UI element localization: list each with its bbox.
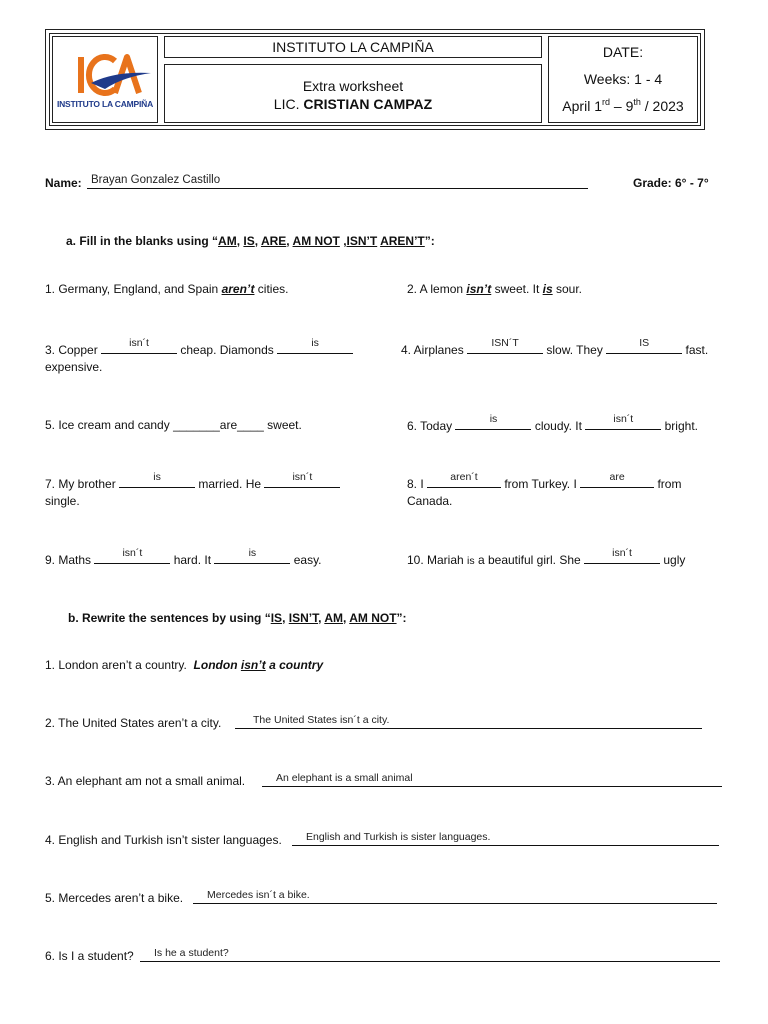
rewrite-3-answer[interactable]: An elephant is a small animal — [262, 774, 722, 787]
question-10: 10. Mariah is a beautiful girl. She isn´t ugly — [407, 547, 686, 567]
question-9: 9. Maths isn´t hard. It is easy. — [45, 547, 322, 567]
teacher-name: CRISTIAN CAMPAZ — [303, 96, 433, 112]
section-a-title: a. Fill in the blanks using “AM, IS, ARE, AM NOT ,ISN’T AREN’T”: — [66, 234, 435, 248]
question-2: 2. A lemon isn’t sweet. It is sour. — [407, 282, 582, 296]
answer-blank[interactable]: ISN´T — [467, 341, 543, 354]
rewrite-1: 1. London aren’t a country. London isn’t a country — [45, 658, 324, 672]
answer-blank[interactable]: is — [455, 417, 531, 430]
answer-blank[interactable]: isn´t — [101, 341, 177, 354]
answer-blank[interactable]: isn´t — [94, 551, 170, 564]
answer-blank[interactable]: IS — [606, 341, 682, 354]
rewrite-2-answer[interactable]: The United States isn´t a city. — [235, 716, 702, 729]
question-8: 8. I aren´t from Turkey. I are from — [407, 471, 682, 491]
worksheet-title: Extra worksheet — [302, 78, 404, 94]
date-box — [548, 36, 698, 123]
answer-blank[interactable]: aren´t — [427, 475, 501, 488]
rewrite-4-question: 4. English and Turkish isn’t sister languages. — [45, 833, 282, 847]
handwritten-mark: is — [467, 555, 475, 567]
logo-caption: INSTITUTO LA CAMPIÑA — [56, 99, 154, 109]
rewrite-5-question: 5. Mercedes aren’t a bike. — [45, 891, 184, 905]
teacher-prefix: LIC. — [273, 96, 300, 112]
question-3: 3. Copper isn´t cheap. Diamonds is — [45, 341, 353, 358]
grade-label: Grade: 6° - 7° — [633, 176, 709, 190]
section-b-title: b. Rewrite the sentences by using “IS, ISN’T, AM, AM NOT”: — [68, 611, 407, 625]
weeks-range: Weeks: 1 - 4 — [583, 71, 663, 87]
rewrite-4-answer[interactable]: English and Turkish is sister languages. — [292, 833, 719, 846]
rewrite-6-answer[interactable]: Is he a student? — [140, 949, 720, 962]
date-label: DATE: — [602, 44, 644, 60]
name-field[interactable] — [87, 176, 588, 189]
teacher-line — [165, 95, 541, 113]
question-7: 7. My brother is married. He isn´t — [45, 475, 340, 492]
rewrite-6-question: 6. Is I a student? — [45, 949, 134, 963]
institute-name-box — [164, 36, 542, 58]
name-label: Name: — [45, 176, 82, 190]
answer-blank[interactable]: isn´t — [585, 417, 661, 430]
rewrite-2-question: 2. The United States aren’t a city. — [45, 716, 222, 730]
answer-blank[interactable]: is — [214, 551, 290, 564]
answer-blank[interactable]: are — [580, 475, 654, 488]
institute-name: INSTITUTO LA CAMPIÑA — [272, 39, 434, 55]
name-value: Brayan Gonzalez Castillo — [91, 174, 221, 186]
answer-blank[interactable]: is — [277, 341, 353, 354]
question-1: 1. Germany, England, and Spain aren’t cities. — [45, 282, 289, 296]
answer-blank[interactable]: is — [119, 475, 195, 488]
rewrite-3-question: 3. An elephant am not a small animal. — [45, 774, 246, 788]
logo-box — [52, 36, 158, 123]
worksheet-title-box — [164, 64, 542, 123]
institute-logo — [53, 37, 157, 122]
question-5: 5. Ice cream and candy _______are____ sweet. — [45, 418, 302, 432]
answer-blank[interactable]: isn´t — [584, 551, 660, 564]
question-7-cont: single. — [45, 494, 80, 508]
rewrite-5-answer[interactable]: Mercedes isn´t a bike. — [193, 891, 717, 904]
date-range: April 1rd – 9th / 2023 — [562, 97, 684, 114]
answer-blank[interactable]: isn´t — [264, 475, 340, 488]
question-3-cont: expensive. — [45, 360, 103, 374]
question-6: 6. Today is cloudy. It isn´t bright. — [407, 413, 698, 433]
question-8-cont: Canada. — [407, 494, 453, 508]
question-4: 4. Airplanes ISN´T slow. They IS fast. — [401, 337, 709, 357]
